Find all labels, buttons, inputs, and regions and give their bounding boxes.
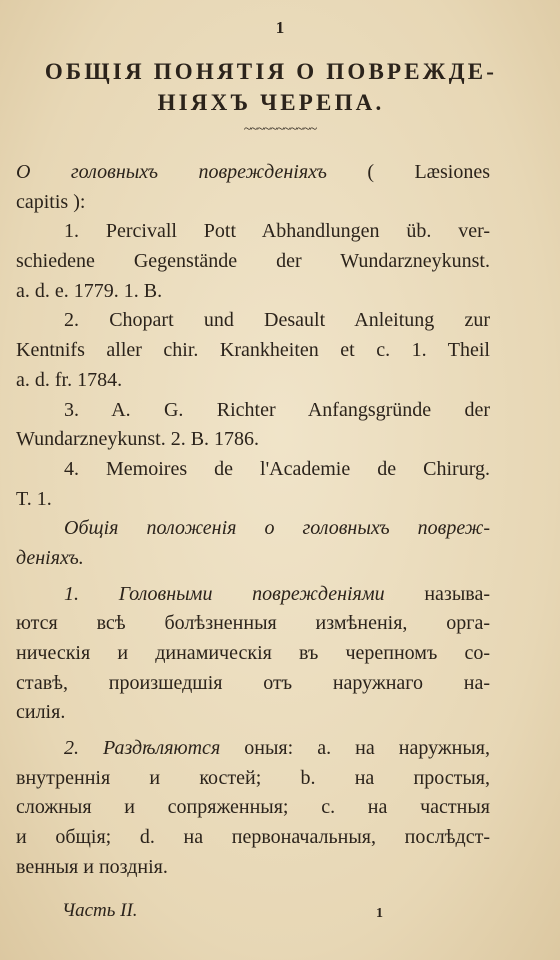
italic-run: 1. Головными поврежденіями bbox=[64, 582, 385, 605]
text-line: ставѣ, произшедшія отъ наружнаго на- bbox=[16, 671, 490, 694]
text-line: 4. Memoires de l'Academie de Chirurg. bbox=[64, 457, 490, 480]
text-line: 3. A. G. Richter Anfangsgründe der bbox=[64, 398, 490, 421]
page-number: 1 bbox=[275, 18, 285, 37]
chapter-title bbox=[16, 56, 526, 118]
ornament-rule: ~~~~~~~~~~~ bbox=[243, 122, 317, 137]
title-line-2: НІЯХЪ ЧЕРЕПА. bbox=[157, 90, 385, 115]
text-line: ническія и динамическія въ черепномъ со- bbox=[16, 642, 490, 664]
text-line: сложныя и сопряженныя; c. на частныя bbox=[16, 796, 490, 819]
text-line: Kentnifs aller chir. Krankheiten et c. 1. Theil bbox=[16, 339, 490, 362]
text-run: называ- bbox=[384, 582, 490, 605]
text-line: и общія; d. на первоначальныя, послѣдст- bbox=[16, 826, 490, 849]
text-line: 2. Chopart und Desault Anleitung zur bbox=[64, 309, 490, 332]
text-line: ются всѣ болѣзненныя измѣненія, орга- bbox=[16, 612, 490, 635]
title-line-1: ОБЩІЯ ПОНЯТІЯ О ПОВРЕЖДЕ- bbox=[44, 59, 498, 84]
text-line: 1. Percivall Pott Abhandlungen üb. ver- bbox=[64, 220, 490, 243]
text-run: ( Læsiones bbox=[326, 161, 490, 183]
text-line bbox=[16, 580, 490, 610]
italic-run: 2. Раздѣляются bbox=[64, 737, 221, 760]
text-line: capitis ): bbox=[16, 190, 86, 213]
text-line: a. d. e. 1779. 1. B. bbox=[16, 279, 163, 302]
text-line: schiedene Gegenstände der Wundarzneykunst. bbox=[16, 250, 490, 273]
text-line: силія. bbox=[16, 701, 66, 724]
text-line: деніяхъ. bbox=[16, 546, 84, 569]
text-line: a. d. fr. 1784. bbox=[16, 368, 123, 391]
text-line: Общія положенія о головныхъ повреж- bbox=[64, 517, 490, 540]
text-line: внутреннія и костей; b. на простыя, bbox=[16, 766, 490, 789]
text-line bbox=[16, 158, 490, 188]
body-text bbox=[16, 158, 490, 883]
text-run: оныя: a. на наружныя, bbox=[220, 737, 490, 760]
italic-run: О головныхъ поврежденіяхъ bbox=[16, 161, 327, 183]
text-line: Wundarzneykunst. 2. B. 1786. bbox=[16, 428, 260, 451]
signature-label: Часть II. bbox=[62, 900, 138, 921]
text-line bbox=[16, 734, 490, 764]
signature-mark: 1 bbox=[376, 906, 383, 921]
text-line: венныя и позднія. bbox=[16, 855, 168, 878]
text-line: T. 1. bbox=[16, 487, 52, 510]
